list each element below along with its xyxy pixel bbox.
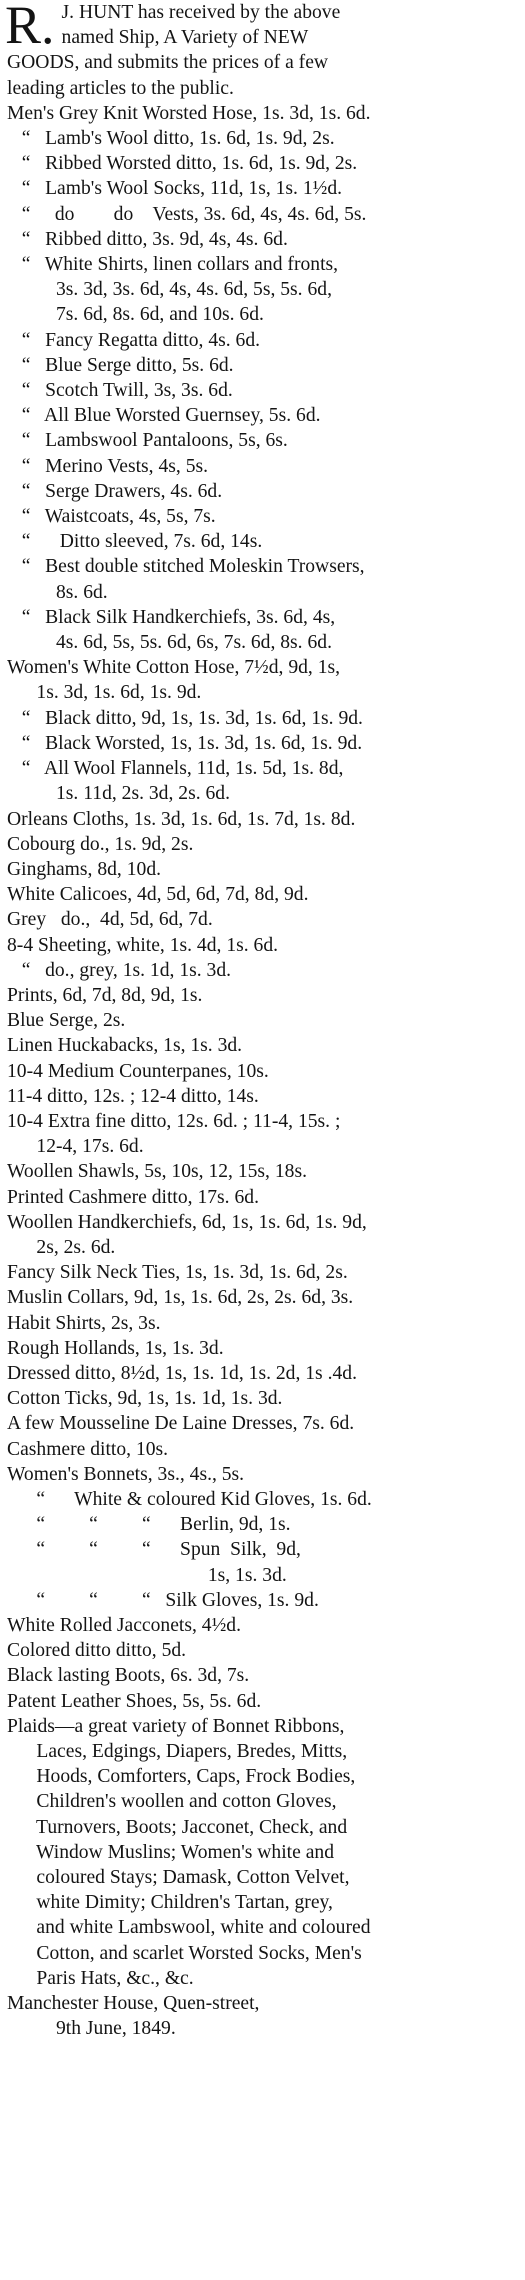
dropcap-initial: R. <box>5 0 55 55</box>
price-list-line: White Rolled Jacconets, 4½d. <box>7 1615 241 1636</box>
price-list-line: 1s. 11d, 2s. 3d, 2s. 6d. <box>7 783 230 805</box>
price-list-line: “ Ribbed Worsted ditto, 1s. 6d, 1s. 9d, 2s. <box>7 153 358 175</box>
price-list-line: “ Fancy Regatta ditto, 4s. 6d. <box>7 329 261 351</box>
price-list-line: “ Black ditto, 9d, 1s, 1s. 3d, 1s. 6d, 1s. 9d. <box>7 707 363 729</box>
price-list-line: Cashmere ditto, 10s. <box>7 1438 169 1460</box>
price-list-line: Cotton, and scarlet Worsted Socks, Men's <box>7 1942 362 1964</box>
price-list-line: 11-4 ditto, 12s. ; 12-4 ditto, 14s. <box>7 1085 259 1107</box>
price-list-line: “ Serge Drawers, 4s. 6d. <box>7 480 223 502</box>
price-list-line: 3s. 3d, 3s. 6d, 4s, 4s. 6d, 5s, 5s. 6d, <box>7 279 332 301</box>
price-list-line: “ Blue Serge ditto, 5s. 6d. <box>7 354 234 376</box>
price-list-line: 9th June, 1849. <box>7 2018 176 2040</box>
price-list-line: “ Best double stitched Moleskin Trowsers, <box>7 556 365 578</box>
price-list-line: 8-4 Sheeting, white, 1s. 4d, 1s. 6d. <box>7 934 279 956</box>
price-list-line: “ “ “ Spun Silk, 9d, <box>7 1539 301 1561</box>
price-list-line: 2s, 2s. 6d. <box>7 1236 116 1258</box>
price-list-line: “ Black Silk Handkerchiefs, 3s. 6d, 4s, <box>7 606 336 628</box>
price-list-line: Fancy Silk Neck Ties, 1s, 1s. 3d, 1s. 6d, 2s. <box>7 1262 348 1284</box>
price-list-line: Men's Grey Knit Worsted Hose, 1s. 3d, 1s. 6d. <box>7 102 371 124</box>
price-list-line: Dressed ditto, 8½d, 1s, 1s. 1d, 1s. 2d, 1s .4d. <box>7 1362 357 1384</box>
price-list-line: Blue Serge, 2s. <box>7 1010 126 1032</box>
price-list-line: “ Lamb's Wool Socks, 11d, 1s, 1s. 1½d. <box>7 178 343 200</box>
intro-line: named Ship, A Variety of NEW <box>61 27 309 49</box>
price-list-line: White Calicoes, 4d, 5d, 6d, 7d, 8d, 9d. <box>7 884 309 906</box>
price-list-line: Printed Cashmere ditto, 17s. 6d. <box>7 1186 259 1208</box>
price-list <box>7 101 521 2042</box>
price-list-line: Children's woollen and cotton Gloves, <box>7 1791 337 1813</box>
price-list-line: “ Ribbed ditto, 3s. 9d, 4s, 4s. 6d. <box>7 228 288 250</box>
price-list-line: “ do., grey, 1s. 1d, 1s. 3d. <box>7 959 232 981</box>
price-list-line: and white Lambswool, white and coloured <box>7 1917 371 1939</box>
intro-line: J. HUNT has received by the above <box>61 2 341 23</box>
price-list-line: Orleans Cloths, 1s. 3d, 1s. 6d, 1s. 7d, 1s. 8d. <box>7 808 356 830</box>
price-list-line: white Dimity; Children's Tartan, grey, <box>7 1892 333 1914</box>
price-list-line: “ Black Worsted, 1s, 1s. 3d, 1s. 6d, 1s. 9d. <box>7 732 363 754</box>
price-list-line: 1s, 1s. 3d. <box>7 1564 287 1586</box>
price-list-line: Manchester House, Quen-street, <box>7 1993 260 2015</box>
price-list-line: “ Lamb's Wool ditto, 1s. 6d, 1s. 9d, 2s. <box>7 128 335 150</box>
price-list-line: Linen Huckabacks, 1s, 1s. 3d. <box>7 1035 243 1057</box>
price-list-line: “ White Shirts, linen collars and fronts, <box>7 254 339 276</box>
price-list-line: “ Scotch Twill, 3s, 3s. 6d. <box>7 380 233 402</box>
price-list-line: Rough Hollands, 1s, 1s. 3d. <box>7 1337 224 1359</box>
price-list-line: 10-4 Extra fine ditto, 12s. 6d. ; 11-4, 15s. ; <box>7 1110 341 1132</box>
intro-line: GOODS, and submits the prices of a few <box>7 52 329 74</box>
price-list-line: Window Muslins; Women's white and <box>7 1841 334 1863</box>
price-list-line: Cobourg do., 1s. 9d, 2s. <box>7 833 194 855</box>
advertisement-intro <box>7 0 521 101</box>
price-list-line: Colored ditto ditto, 5d. <box>7 1640 187 1662</box>
price-list-line: Turnovers, Boots; Jacconet, Check, and <box>7 1816 348 1838</box>
price-list-line: 4s. 6d, 5s, 5s. 6d, 6s, 7s. 6d, 8s. 6d. <box>7 632 332 654</box>
price-list-line: 10-4 Medium Counterpanes, 10s. <box>7 1060 269 1082</box>
price-list-line: Black lasting Boots, 6s. 3d, 7s. <box>7 1665 250 1687</box>
intro-line: leading articles to the public. <box>7 77 234 99</box>
price-list-line: Patent Leather Shoes, 5s, 5s. 6d. <box>7 1690 262 1712</box>
price-list-line: “ Waistcoats, 4s, 5s, 7s. <box>7 506 216 528</box>
price-list-line: “ All Blue Worsted Guernsey, 5s. 6d. <box>7 405 321 427</box>
price-list-line: Habit Shirts, 2s, 3s. <box>7 1312 161 1334</box>
price-list-line: “ “ “ Silk Gloves, 1s. 9d. <box>7 1589 319 1611</box>
price-list-line: “ “ “ Berlin, 9d, 1s. <box>7 1514 291 1536</box>
price-list-line: Cotton Ticks, 9d, 1s, 1s. 1d, 1s. 3d. <box>7 1388 283 1410</box>
price-list-line: coloured Stays; Damask, Cotton Velvet, <box>7 1867 350 1889</box>
price-list-line: Women's Bonnets, 3s., 4s., 5s. <box>7 1463 245 1485</box>
price-list-line: “ Merino Vests, 4s, 5s. <box>7 455 209 477</box>
price-list-line: Grey do., 4d, 5d, 6d, 7d. <box>7 909 213 931</box>
price-list-line: “ All Wool Flannels, 11d, 1s. 5d, 1s. 8d, <box>7 758 344 780</box>
price-list-line: Plaids—a great variety of Bonnet Ribbons, <box>7 1715 345 1737</box>
price-list-line: Paris Hats, &c., &c. <box>7 1967 194 1989</box>
price-list-line: “ Ditto sleeved, 7s. 6d, 14s. <box>7 531 263 553</box>
price-list-line: 7s. 6d, 8s. 6d, and 10s. 6d. <box>7 304 264 326</box>
price-list-line: Woollen Handkerchiefs, 6d, 1s, 1s. 6d, 1s. 9d, <box>7 1211 367 1233</box>
price-list-line: 12-4, 17s. 6d. <box>7 1136 144 1158</box>
price-list-line: Hoods, Comforters, Caps, Frock Bodies, <box>7 1766 356 1788</box>
price-list-line: 1s. 3d, 1s. 6d, 1s. 9d. <box>7 682 202 704</box>
price-list-line: Women's White Cotton Hose, 7½d, 9d, 1s, <box>7 657 341 679</box>
price-list-line: Laces, Edgings, Diapers, Bredes, Mitts, <box>7 1741 348 1763</box>
price-list-line: Woollen Shawls, 5s, 10s, 12, 15s, 18s. <box>7 1161 307 1183</box>
price-list-line: “ Lambswool Pantaloons, 5s, 6s. <box>7 430 288 452</box>
price-list-line: “ do do Vests, 3s. 6d, 4s, 4s. 6d, 5s. <box>7 203 367 225</box>
price-list-line: Prints, 6d, 7d, 8d, 9d, 1s. <box>7 984 203 1006</box>
price-list-line: A few Mousseline De Laine Dresses, 7s. 6d. <box>7 1413 355 1435</box>
price-list-line: “ White & coloured Kid Gloves, 1s. 6d. <box>7 1488 372 1510</box>
price-list-line: Muslin Collars, 9d, 1s, 1s. 6d, 2s, 2s. 6d, 3s. <box>7 1287 354 1309</box>
price-list-line: 8s. 6d. <box>7 581 108 603</box>
price-list-line: Ginghams, 8d, 10d. <box>7 858 162 880</box>
